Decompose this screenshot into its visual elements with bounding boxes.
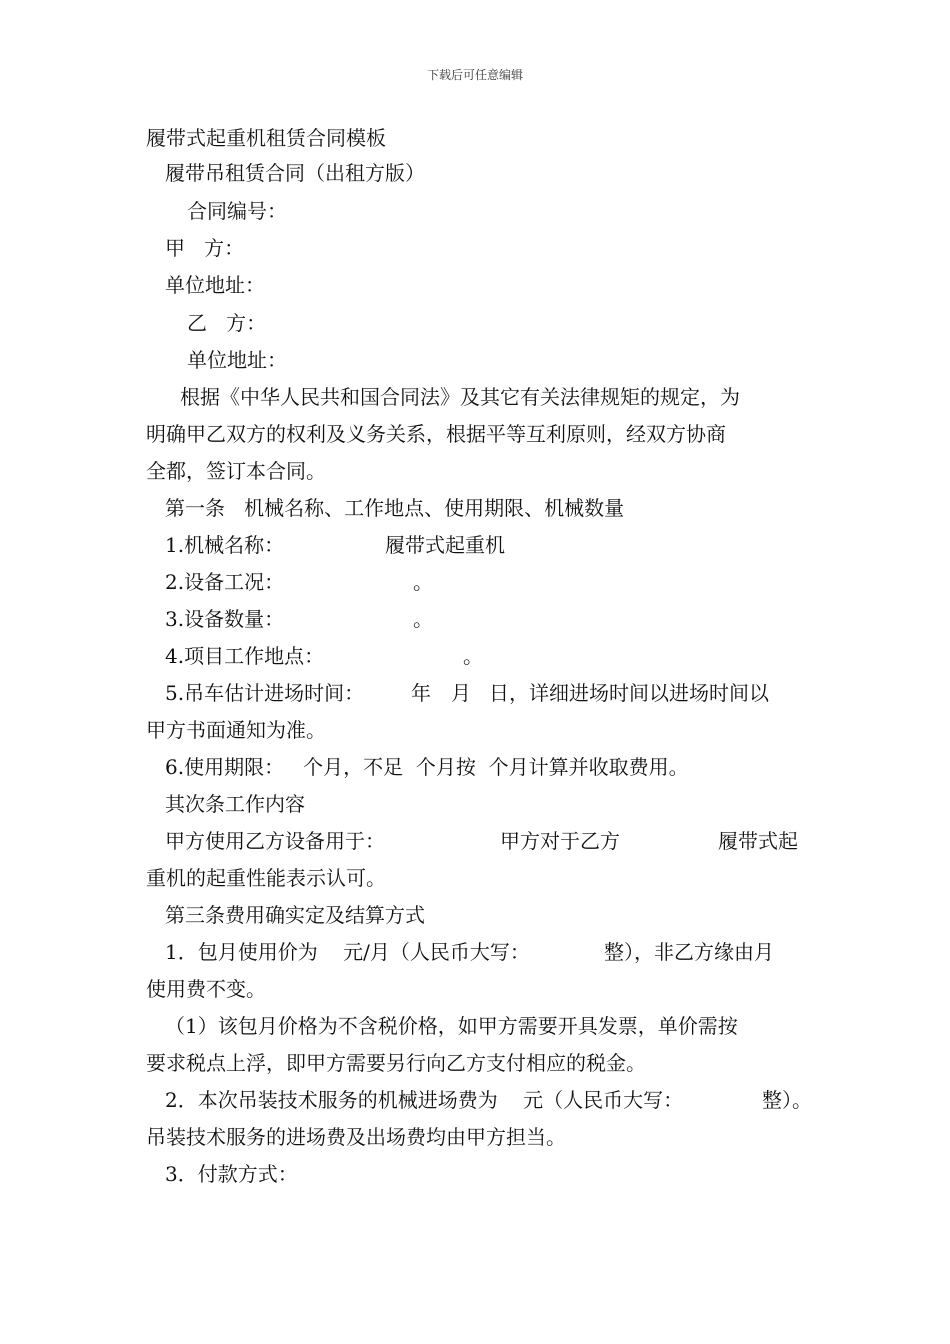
document-subtitle: 履带吊租赁合同（出租方版） <box>165 161 425 185</box>
party-a-label: 甲 方： <box>165 236 245 260</box>
preamble-line: 明确甲乙双方的权利及义务关系，根据平等互利原则，经双方协商 <box>146 422 726 446</box>
article3-p1-continuation: 使用费不变。 <box>146 977 266 1001</box>
party-b-address-label: 单位地址： <box>187 348 287 372</box>
party-b-label: 乙 方： <box>187 311 267 335</box>
article3-p1-sub-b: 要求税点上浮，即甲方需要另行向乙方支付相应的税金。 <box>146 1051 646 1075</box>
article3-p2-a: 2．本次吊装技术服务的机械进场费为 元（人民币大写： <box>165 1088 684 1112</box>
preamble-line: 根据《中华人民共和国合同法》及其它有关法律规矩的规定，为 <box>180 385 740 409</box>
article3-p1-sub-a: （1）该包月价格为不含税价格，如甲方需要开具发票，单价需按 <box>165 1014 738 1038</box>
article3-p1-a: 1．包月使用价为 元/月（人民币大写： <box>165 940 530 964</box>
contract-number-label: 合同编号： <box>187 199 287 223</box>
item5-rest: 日，详细进场时间以进场时间以 <box>489 681 769 705</box>
article3-p2-continuation: 吊装技术服务的进场费及出场费均由甲方担当。 <box>146 1125 566 1149</box>
article2-line2: 重机的起重性能表示认可。 <box>146 866 386 890</box>
item5-label: 5.吊车估计进场时间： <box>165 681 365 705</box>
item5-year: 年 <box>411 681 431 705</box>
item4-value: 。 <box>463 644 483 668</box>
article2-line1-a: 甲方使用乙方设备用于： <box>165 829 385 853</box>
preamble-line: 全都，签订本合同。 <box>146 459 326 483</box>
article2-line1-b: 甲方对于乙方 <box>500 829 620 853</box>
article3-p2-b: 整）。 <box>762 1088 812 1112</box>
item2-label: 2.设备工况： <box>165 570 285 594</box>
item1-value: 履带式起重机 <box>385 533 505 557</box>
article3-p1-b: 整），非乙方缘由月 <box>604 940 774 964</box>
article3-heading: 第三条费用确实定及结算方式 <box>165 903 425 927</box>
article3-p3: 3．付款方式： <box>165 1162 298 1186</box>
item2-value: 。 <box>413 570 433 594</box>
document-title: 履带式起重机租赁合同模板 <box>146 126 386 150</box>
item4-label: 4.项目工作地点： <box>165 644 325 668</box>
party-a-address-label: 单位地址： <box>165 273 265 297</box>
item5-continuation: 甲方书面通知为准。 <box>146 718 326 742</box>
article2-heading: 其次条工作内容 <box>165 792 305 816</box>
item1-label: 1.机械名称： <box>165 533 285 557</box>
article2-line1-c: 履带式起 <box>718 829 798 853</box>
page-header-note: 下载后可任意编辑 <box>426 68 523 82</box>
item5-month: 月 <box>451 681 471 705</box>
article1-heading: 第一条 机械名称、工作地点、使用期限、机械数量 <box>165 496 625 520</box>
item6-usage-period: 6.使用期限： 个月，不足 个月按 个月计算并收取费用。 <box>165 755 689 779</box>
item3-label: 3.设备数量： <box>165 607 285 631</box>
item3-value: 。 <box>413 607 433 631</box>
